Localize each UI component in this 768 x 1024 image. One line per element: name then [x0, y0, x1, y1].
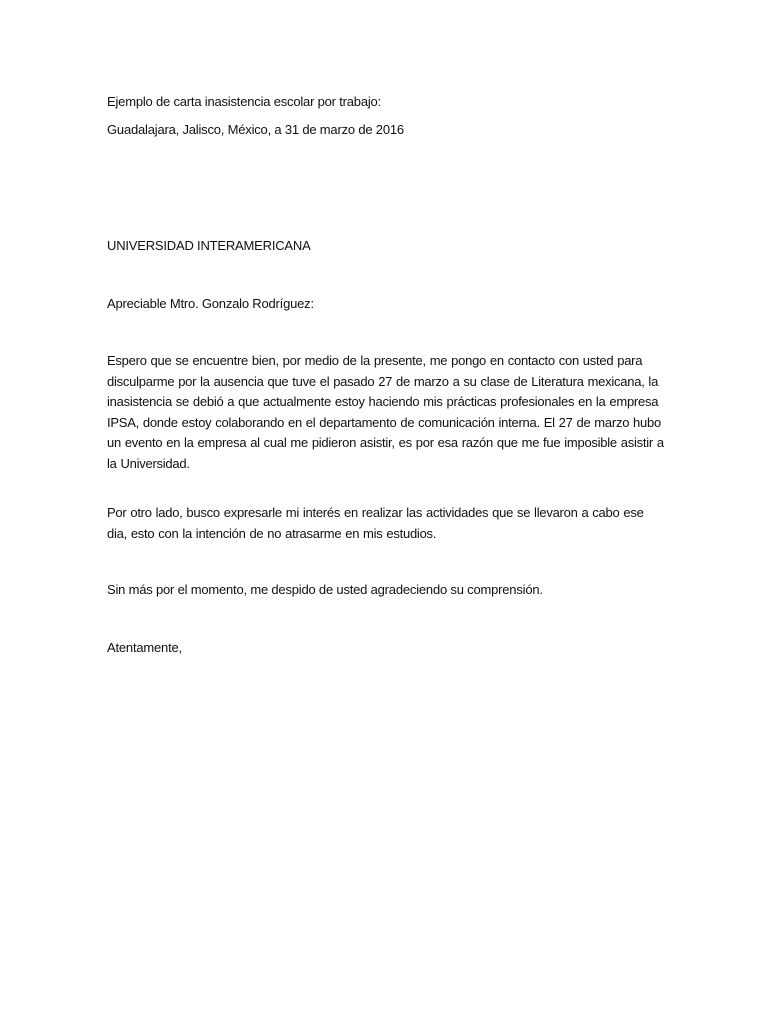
salutation: Apreciable Mtro. Gonzalo Rodríguez:: [107, 296, 314, 311]
paragraph-line: dia, esto con la intención de no atrasarme en mis estudios.: [107, 525, 437, 541]
paragraph-line: Por otro lado, busco expresarle mi interés en realizar las actividades que se llevaron a cabo ese: [107, 505, 644, 520]
paragraph-line: Espero que se encuentre bien, por medio de la presente, me pongo en contacto con usted para: [107, 353, 643, 368]
paragraph-line: la Universidad.: [107, 455, 190, 471]
paragraph-line: IPSA, donde estoy colaborando en el departamento de comunicación interna. El 27 de marzo hubo: [107, 414, 661, 430]
paragraph-line: un evento en la empresa al cual me pidieron asistir, es por esa razón que me fue imposible asistir a: [107, 435, 664, 450]
document-heading: Ejemplo de carta inasistencia escolar por trabajo:: [107, 94, 381, 109]
body-paragraph-1: [107, 351, 667, 474]
paragraph-line: disculparme por la ausencia que tuve el pasado 27 de marzo a su clase de Literatura mexicana, la: [107, 373, 659, 389]
recipient: UNIVERSIDAD INTERAMERICANA: [107, 238, 311, 253]
body-paragraph-2: [107, 503, 667, 544]
paragraph-line: inasistencia se debió a que actualmente estoy haciendo mis prácticas profesionales en la empresa: [107, 394, 659, 409]
closing-line: Sin más por el momento, me despido de usted agradeciendo su comprensión.: [107, 582, 543, 597]
sign-off: Atentamente,: [107, 640, 182, 655]
place-date: Guadalajara, Jalisco, México, a 31 de marzo de 2016: [107, 122, 404, 137]
